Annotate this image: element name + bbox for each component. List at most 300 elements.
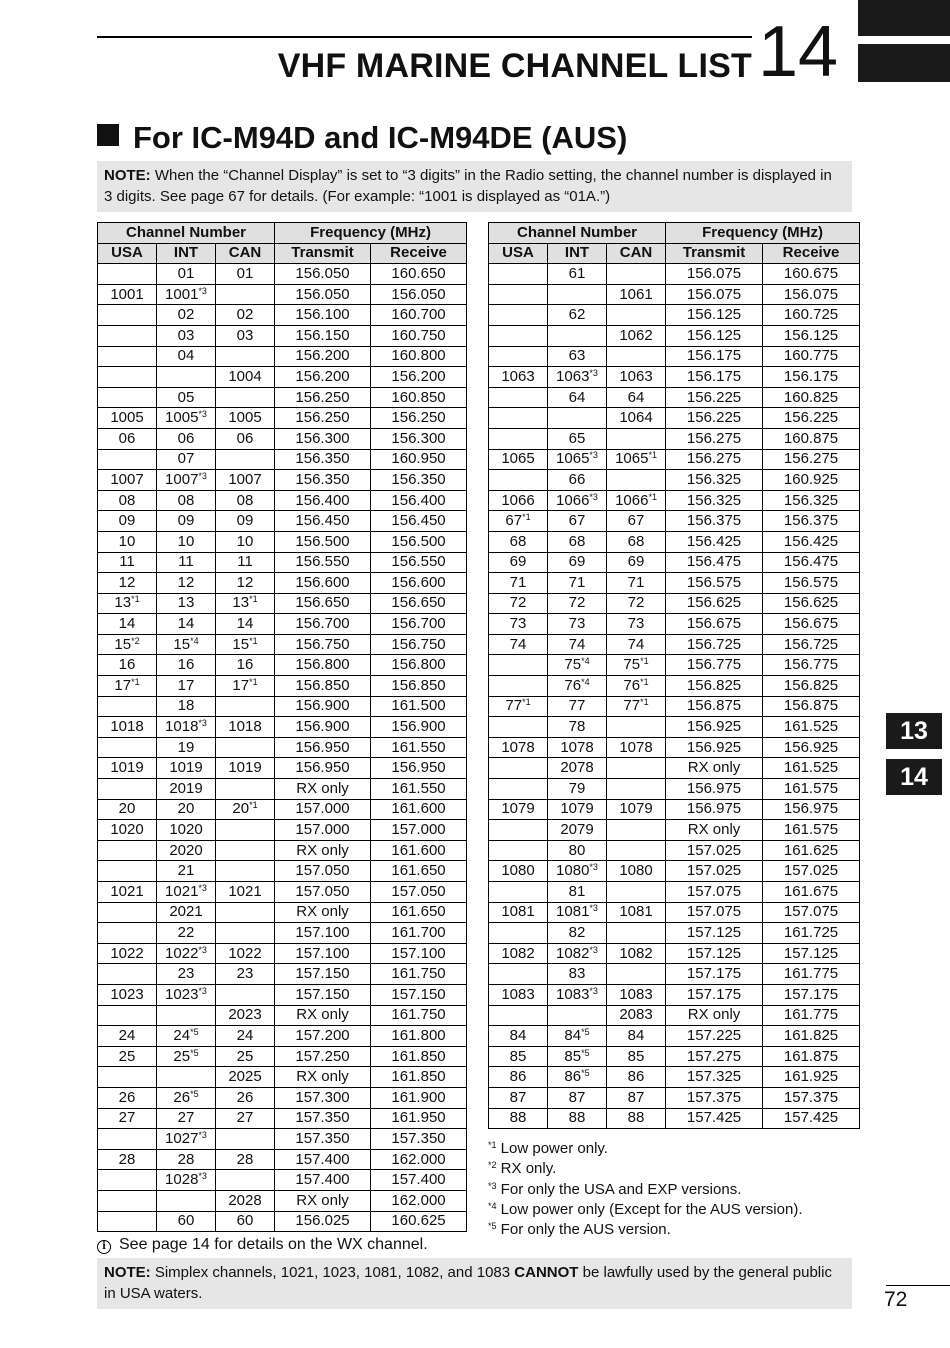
receive-cell: 156.650 xyxy=(371,593,467,614)
note-bottom-emphasis: CANNOT xyxy=(514,1264,579,1281)
can-cell xyxy=(216,387,275,408)
receive-cell: 156.250 xyxy=(371,408,467,429)
receive-cell: 161.775 xyxy=(763,1005,860,1026)
transmit-cell: 157.025 xyxy=(666,840,763,861)
transmit-cell: 156.550 xyxy=(275,552,371,573)
receive-cell: 161.725 xyxy=(763,923,860,944)
int-cell: 82 xyxy=(548,923,607,944)
int-cell xyxy=(548,1005,607,1026)
can-cell: 11 xyxy=(216,552,275,573)
can-cell xyxy=(216,861,275,882)
receive-cell: 156.725 xyxy=(763,634,860,655)
usa-cell xyxy=(98,1190,157,1211)
table-row xyxy=(98,964,467,985)
header-channel-number: Channel Number xyxy=(489,223,666,244)
int-cell: 1023$^{*3}$ xyxy=(157,984,216,1005)
receive-cell: 160.875 xyxy=(763,428,860,449)
table-row xyxy=(489,758,860,779)
usa-cell: 24 xyxy=(98,1026,157,1047)
int-cell: 80 xyxy=(548,840,607,861)
usa-cell: 25 xyxy=(98,1046,157,1067)
table-row xyxy=(98,449,467,470)
receive-cell: 157.075 xyxy=(763,902,860,923)
receive-cell: 160.625 xyxy=(371,1211,467,1232)
table-row xyxy=(98,531,467,552)
table-row xyxy=(489,511,860,532)
transmit-cell: 156.800 xyxy=(275,655,371,676)
can-cell: 09 xyxy=(216,511,275,532)
transmit-cell: 157.100 xyxy=(275,923,371,944)
int-cell: 65 xyxy=(548,428,607,449)
table-row xyxy=(489,367,860,388)
table-row xyxy=(98,511,467,532)
usa-cell: 1081 xyxy=(489,902,548,923)
table-row xyxy=(489,737,860,758)
receive-cell: 160.750 xyxy=(371,325,467,346)
receive-cell: 160.775 xyxy=(763,346,860,367)
usa-cell: 08 xyxy=(98,490,157,511)
can-cell: 2025 xyxy=(216,1067,275,1088)
note-top-text: When the “Channel Display” is set to “3 digits” in the Radio setting, the channel number is displayed in 3 digits. See page 67 for details. (For example: “1001 is displayed as “01A.”) xyxy=(104,167,832,205)
can-cell: 88 xyxy=(607,1108,666,1129)
table-row xyxy=(489,840,860,861)
table-row xyxy=(98,1211,467,1232)
receive-cell: 160.675 xyxy=(763,264,860,285)
transmit-cell: 156.225 xyxy=(666,387,763,408)
receive-cell: 156.125 xyxy=(763,325,860,346)
can-cell: 1064 xyxy=(607,408,666,429)
table-row xyxy=(98,1005,467,1026)
chapter-tab-14[interactable]: 14 xyxy=(886,759,942,795)
usa-cell xyxy=(98,1211,157,1232)
table-row xyxy=(98,614,467,635)
transmit-cell: 156.925 xyxy=(666,717,763,738)
note-bottom-label: NOTE: xyxy=(104,1264,151,1281)
usa-cell xyxy=(489,1005,548,1026)
int-cell: 1082$^{*3}$ xyxy=(548,943,607,964)
transmit-cell: 157.025 xyxy=(666,861,763,882)
can-cell xyxy=(607,882,666,903)
table-row xyxy=(98,305,467,326)
usa-cell xyxy=(98,449,157,470)
int-cell: 01 xyxy=(157,264,216,285)
table-row xyxy=(98,408,467,429)
footnote-item xyxy=(488,1200,803,1220)
table-row xyxy=(98,902,467,923)
can-cell: 25 xyxy=(216,1046,275,1067)
transmit-cell: 157.300 xyxy=(275,1087,371,1108)
table-row xyxy=(489,264,860,285)
table-row xyxy=(98,367,467,388)
can-cell xyxy=(216,779,275,800)
int-cell: 25$^{*5}$ xyxy=(157,1046,216,1067)
can-cell: 01 xyxy=(216,264,275,285)
header-frequency: Frequency (MHz) xyxy=(666,223,860,244)
can-cell: 74 xyxy=(607,634,666,655)
int-cell: 63 xyxy=(548,346,607,367)
table-row xyxy=(489,305,860,326)
transmit-cell: 156.275 xyxy=(666,449,763,470)
footnote-text: Low power only. xyxy=(496,1140,608,1157)
table-row xyxy=(98,737,467,758)
transmit-cell: 157.225 xyxy=(666,1026,763,1047)
can-cell: 28 xyxy=(216,1149,275,1170)
usa-cell: 06 xyxy=(98,428,157,449)
receive-cell: 160.800 xyxy=(371,346,467,367)
can-cell: 1021 xyxy=(216,882,275,903)
usa-cell xyxy=(489,840,548,861)
transmit-cell: 157.400 xyxy=(275,1149,371,1170)
int-cell: 09 xyxy=(157,511,216,532)
usa-cell: 1083 xyxy=(489,984,548,1005)
transmit-cell: RX only xyxy=(666,820,763,841)
receive-cell: 161.750 xyxy=(371,1005,467,1026)
can-cell: 84 xyxy=(607,1026,666,1047)
transmit-cell: 156.125 xyxy=(666,305,763,326)
transmit-cell: 156.075 xyxy=(666,284,763,305)
table-row xyxy=(489,882,860,903)
usa-cell xyxy=(98,367,157,388)
header-usa: USA xyxy=(98,243,157,264)
int-cell: 1063$^{*3}$ xyxy=(548,367,607,388)
table-row xyxy=(489,1067,860,1088)
receive-cell: 161.925 xyxy=(763,1067,860,1088)
can-cell: 73 xyxy=(607,614,666,635)
header-can: CAN xyxy=(607,243,666,264)
usa-cell xyxy=(489,284,548,305)
receive-cell: 161.950 xyxy=(371,1108,467,1129)
transmit-cell: 156.225 xyxy=(666,408,763,429)
table-row xyxy=(98,284,467,305)
table-row xyxy=(98,676,467,697)
transmit-cell: 157.325 xyxy=(666,1067,763,1088)
int-cell: 14 xyxy=(157,614,216,635)
transmit-cell: 156.175 xyxy=(666,367,763,388)
int-cell: 1066$^{*3}$ xyxy=(548,490,607,511)
int-cell: 11 xyxy=(157,552,216,573)
can-cell: 1018 xyxy=(216,717,275,738)
usa-cell xyxy=(98,264,157,285)
int-cell: 2021 xyxy=(157,902,216,923)
receive-cell: 156.850 xyxy=(371,676,467,697)
table-row xyxy=(489,655,860,676)
transmit-cell: 157.050 xyxy=(275,882,371,903)
usa-cell: 1080 xyxy=(489,861,548,882)
can-cell: 2083 xyxy=(607,1005,666,1026)
usa-cell: 1066 xyxy=(489,490,548,511)
usa-cell: 85 xyxy=(489,1046,548,1067)
usa-cell: 27 xyxy=(98,1108,157,1129)
transmit-cell: RX only xyxy=(275,779,371,800)
transmit-cell: 156.700 xyxy=(275,614,371,635)
int-cell: 64 xyxy=(548,387,607,408)
int-cell: 17 xyxy=(157,676,216,697)
receive-cell: 156.475 xyxy=(763,552,860,573)
int-cell: 1079 xyxy=(548,799,607,820)
transmit-cell: 157.075 xyxy=(666,882,763,903)
usa-cell: 88 xyxy=(489,1108,548,1129)
header-int: INT xyxy=(548,243,607,264)
can-cell xyxy=(216,820,275,841)
can-cell: 27 xyxy=(216,1108,275,1129)
receive-cell: 161.600 xyxy=(371,799,467,820)
usa-cell: 1020 xyxy=(98,820,157,841)
usa-cell: 69 xyxy=(489,552,548,573)
table-row xyxy=(489,346,860,367)
usa-cell: 1023 xyxy=(98,984,157,1005)
transmit-cell: 156.050 xyxy=(275,264,371,285)
receive-cell: 156.675 xyxy=(763,614,860,635)
note-bottom-text-2: be lawfully used by the general public in USA waters. xyxy=(104,1264,832,1302)
usa-cell: 68 xyxy=(489,531,548,552)
note-top xyxy=(97,161,852,212)
usa-cell xyxy=(98,305,157,326)
int-cell: 88 xyxy=(548,1108,607,1129)
can-cell xyxy=(607,840,666,861)
int-cell: 1005$^{*3}$ xyxy=(157,408,216,429)
usa-cell xyxy=(489,305,548,326)
usa-cell xyxy=(489,964,548,985)
int-cell: 79 xyxy=(548,779,607,800)
table-row xyxy=(489,964,860,985)
receive-cell: 161.850 xyxy=(371,1046,467,1067)
table-row xyxy=(489,902,860,923)
int-cell: 84$^{*5}$ xyxy=(548,1026,607,1047)
int-cell: 27 xyxy=(157,1108,216,1129)
can-cell: 2028 xyxy=(216,1190,275,1211)
usa-cell xyxy=(98,861,157,882)
receive-cell: 161.900 xyxy=(371,1087,467,1108)
int-cell: 73 xyxy=(548,614,607,635)
footnote-item xyxy=(488,1220,803,1240)
int-cell: 1027$^{*3}$ xyxy=(157,1129,216,1150)
receive-cell: 160.825 xyxy=(763,387,860,408)
table-row xyxy=(98,923,467,944)
usa-cell xyxy=(489,676,548,697)
table-row xyxy=(98,428,467,449)
usa-cell: 1018 xyxy=(98,717,157,738)
usa-cell: 67$^{*1}$ xyxy=(489,511,548,532)
table-row xyxy=(489,923,860,944)
usa-cell xyxy=(98,964,157,985)
int-cell: 1007$^{*3}$ xyxy=(157,470,216,491)
receive-cell: 156.225 xyxy=(763,408,860,429)
usa-cell xyxy=(98,1067,157,1088)
table-row xyxy=(98,1129,467,1150)
transmit-cell: 156.850 xyxy=(275,676,371,697)
transmit-cell: 156.875 xyxy=(666,696,763,717)
can-cell: 06 xyxy=(216,428,275,449)
can-cell: 77$^{*1}$ xyxy=(607,696,666,717)
int-cell xyxy=(157,367,216,388)
receive-cell: 156.275 xyxy=(763,449,860,470)
table-row xyxy=(98,573,467,594)
can-cell xyxy=(216,737,275,758)
usa-cell xyxy=(98,325,157,346)
can-cell: 20$^{*1}$ xyxy=(216,799,275,820)
receive-cell: 157.350 xyxy=(371,1129,467,1150)
receive-cell: 161.700 xyxy=(371,923,467,944)
can-cell xyxy=(607,470,666,491)
usa-cell: 72 xyxy=(489,593,548,614)
transmit-cell: 156.825 xyxy=(666,676,763,697)
int-cell: 1028$^{*3}$ xyxy=(157,1170,216,1191)
transmit-cell: 156.150 xyxy=(275,325,371,346)
receive-cell: 160.950 xyxy=(371,449,467,470)
table-row xyxy=(489,799,860,820)
usa-cell: 1019 xyxy=(98,758,157,779)
usa-cell: 1005 xyxy=(98,408,157,429)
footnote-item xyxy=(488,1139,803,1159)
can-cell: 68 xyxy=(607,531,666,552)
can-cell: 85 xyxy=(607,1046,666,1067)
transmit-cell: 156.600 xyxy=(275,573,371,594)
table-row xyxy=(98,1067,467,1088)
receive-cell: 160.925 xyxy=(763,470,860,491)
table-row xyxy=(98,984,467,1005)
can-cell: 1062 xyxy=(607,325,666,346)
receive-cell: 156.600 xyxy=(371,573,467,594)
int-cell: 20 xyxy=(157,799,216,820)
int-cell: 86$^{*5}$ xyxy=(548,1067,607,1088)
usa-cell: 1079 xyxy=(489,799,548,820)
transmit-cell: RX only xyxy=(666,758,763,779)
int-cell: 24$^{*5}$ xyxy=(157,1026,216,1047)
receive-cell: 160.725 xyxy=(763,305,860,326)
table-row xyxy=(489,696,860,717)
can-cell xyxy=(216,923,275,944)
int-cell: 74 xyxy=(548,634,607,655)
header-receive: Receive xyxy=(763,243,860,264)
transmit-cell: 156.900 xyxy=(275,696,371,717)
int-cell: 1022$^{*3}$ xyxy=(157,943,216,964)
usa-cell: 10 xyxy=(98,531,157,552)
receive-cell: 156.950 xyxy=(371,758,467,779)
can-cell xyxy=(216,1170,275,1191)
receive-cell: 161.625 xyxy=(763,840,860,861)
receive-cell: 156.825 xyxy=(763,676,860,697)
usa-cell xyxy=(98,696,157,717)
channel-table-right xyxy=(488,222,860,1129)
table-row xyxy=(98,1108,467,1129)
header-can: CAN xyxy=(216,243,275,264)
receive-cell: 161.825 xyxy=(763,1026,860,1047)
usa-cell xyxy=(489,923,548,944)
transmit-cell: 156.175 xyxy=(666,346,763,367)
transmit-cell: 156.200 xyxy=(275,346,371,367)
int-cell: 62 xyxy=(548,305,607,326)
can-cell: 1022 xyxy=(216,943,275,964)
transmit-cell: 156.500 xyxy=(275,531,371,552)
chapter-tab-13[interactable]: 13 xyxy=(886,713,942,749)
footnotes xyxy=(488,1139,803,1240)
usa-cell: 1001 xyxy=(98,284,157,305)
note-top-label: NOTE: xyxy=(104,167,151,184)
int-cell: 83 xyxy=(548,964,607,985)
footnote-item xyxy=(488,1159,803,1179)
transmit-cell: 156.100 xyxy=(275,305,371,326)
transmit-cell: 156.275 xyxy=(666,428,763,449)
receive-cell: 156.900 xyxy=(371,717,467,738)
table-row xyxy=(489,676,860,697)
receive-cell: 157.050 xyxy=(371,882,467,903)
usa-cell xyxy=(489,655,548,676)
usa-cell: 15$^{*2}$ xyxy=(98,634,157,655)
transmit-cell: 157.200 xyxy=(275,1026,371,1047)
transmit-cell: 157.150 xyxy=(275,964,371,985)
int-cell: 85$^{*5}$ xyxy=(548,1046,607,1067)
usa-cell xyxy=(489,470,548,491)
receive-cell: 156.450 xyxy=(371,511,467,532)
int-cell: 69 xyxy=(548,552,607,573)
transmit-cell: 157.000 xyxy=(275,820,371,841)
transmit-cell: 157.375 xyxy=(666,1087,763,1108)
int-cell: 2078 xyxy=(548,758,607,779)
table-row xyxy=(98,840,467,861)
table-row xyxy=(98,758,467,779)
int-cell: 08 xyxy=(157,490,216,511)
int-cell: 03 xyxy=(157,325,216,346)
transmit-cell: 157.400 xyxy=(275,1170,371,1191)
receive-cell: 156.050 xyxy=(371,284,467,305)
header-transmit: Transmit xyxy=(275,243,371,264)
can-cell xyxy=(607,758,666,779)
header-int: INT xyxy=(157,243,216,264)
int-cell: 05 xyxy=(157,387,216,408)
int-cell: 13 xyxy=(157,593,216,614)
can-cell: 1004 xyxy=(216,367,275,388)
can-cell: 1082 xyxy=(607,943,666,964)
can-cell: 17$^{*1}$ xyxy=(216,676,275,697)
int-cell: 1083$^{*3}$ xyxy=(548,984,607,1005)
header-block-top xyxy=(858,0,950,36)
receive-cell: 156.500 xyxy=(371,531,467,552)
transmit-cell: 156.250 xyxy=(275,387,371,408)
receive-cell: 161.550 xyxy=(371,737,467,758)
usa-cell: 1078 xyxy=(489,737,548,758)
usa-cell xyxy=(489,408,548,429)
transmit-cell: 156.300 xyxy=(275,428,371,449)
table-row xyxy=(489,634,860,655)
int-cell: 02 xyxy=(157,305,216,326)
can-cell xyxy=(607,264,666,285)
receive-cell: 156.400 xyxy=(371,490,467,511)
table-row xyxy=(489,325,860,346)
can-cell xyxy=(216,346,275,367)
receive-cell: 157.175 xyxy=(763,984,860,1005)
table-row xyxy=(489,449,860,470)
note-bottom xyxy=(97,1258,852,1309)
usa-cell xyxy=(98,779,157,800)
table-row xyxy=(98,552,467,573)
transmit-cell: 156.950 xyxy=(275,737,371,758)
footnote-text: Low power only (Except for the AUS version). xyxy=(496,1200,803,1218)
usa-cell xyxy=(489,758,548,779)
int-cell: 1021$^{*3}$ xyxy=(157,882,216,903)
usa-cell: 87 xyxy=(489,1087,548,1108)
table-row xyxy=(98,593,467,614)
usa-cell: 13$^{*1}$ xyxy=(98,593,157,614)
transmit-cell: 156.625 xyxy=(666,593,763,614)
table-row xyxy=(489,573,860,594)
transmit-cell: 157.175 xyxy=(666,984,763,1005)
transmit-cell: 157.125 xyxy=(666,923,763,944)
footnote-text: RX only. xyxy=(496,1160,557,1178)
receive-cell: 161.575 xyxy=(763,779,860,800)
can-cell: 1007 xyxy=(216,470,275,491)
table-row xyxy=(489,531,860,552)
int-cell: 04 xyxy=(157,346,216,367)
